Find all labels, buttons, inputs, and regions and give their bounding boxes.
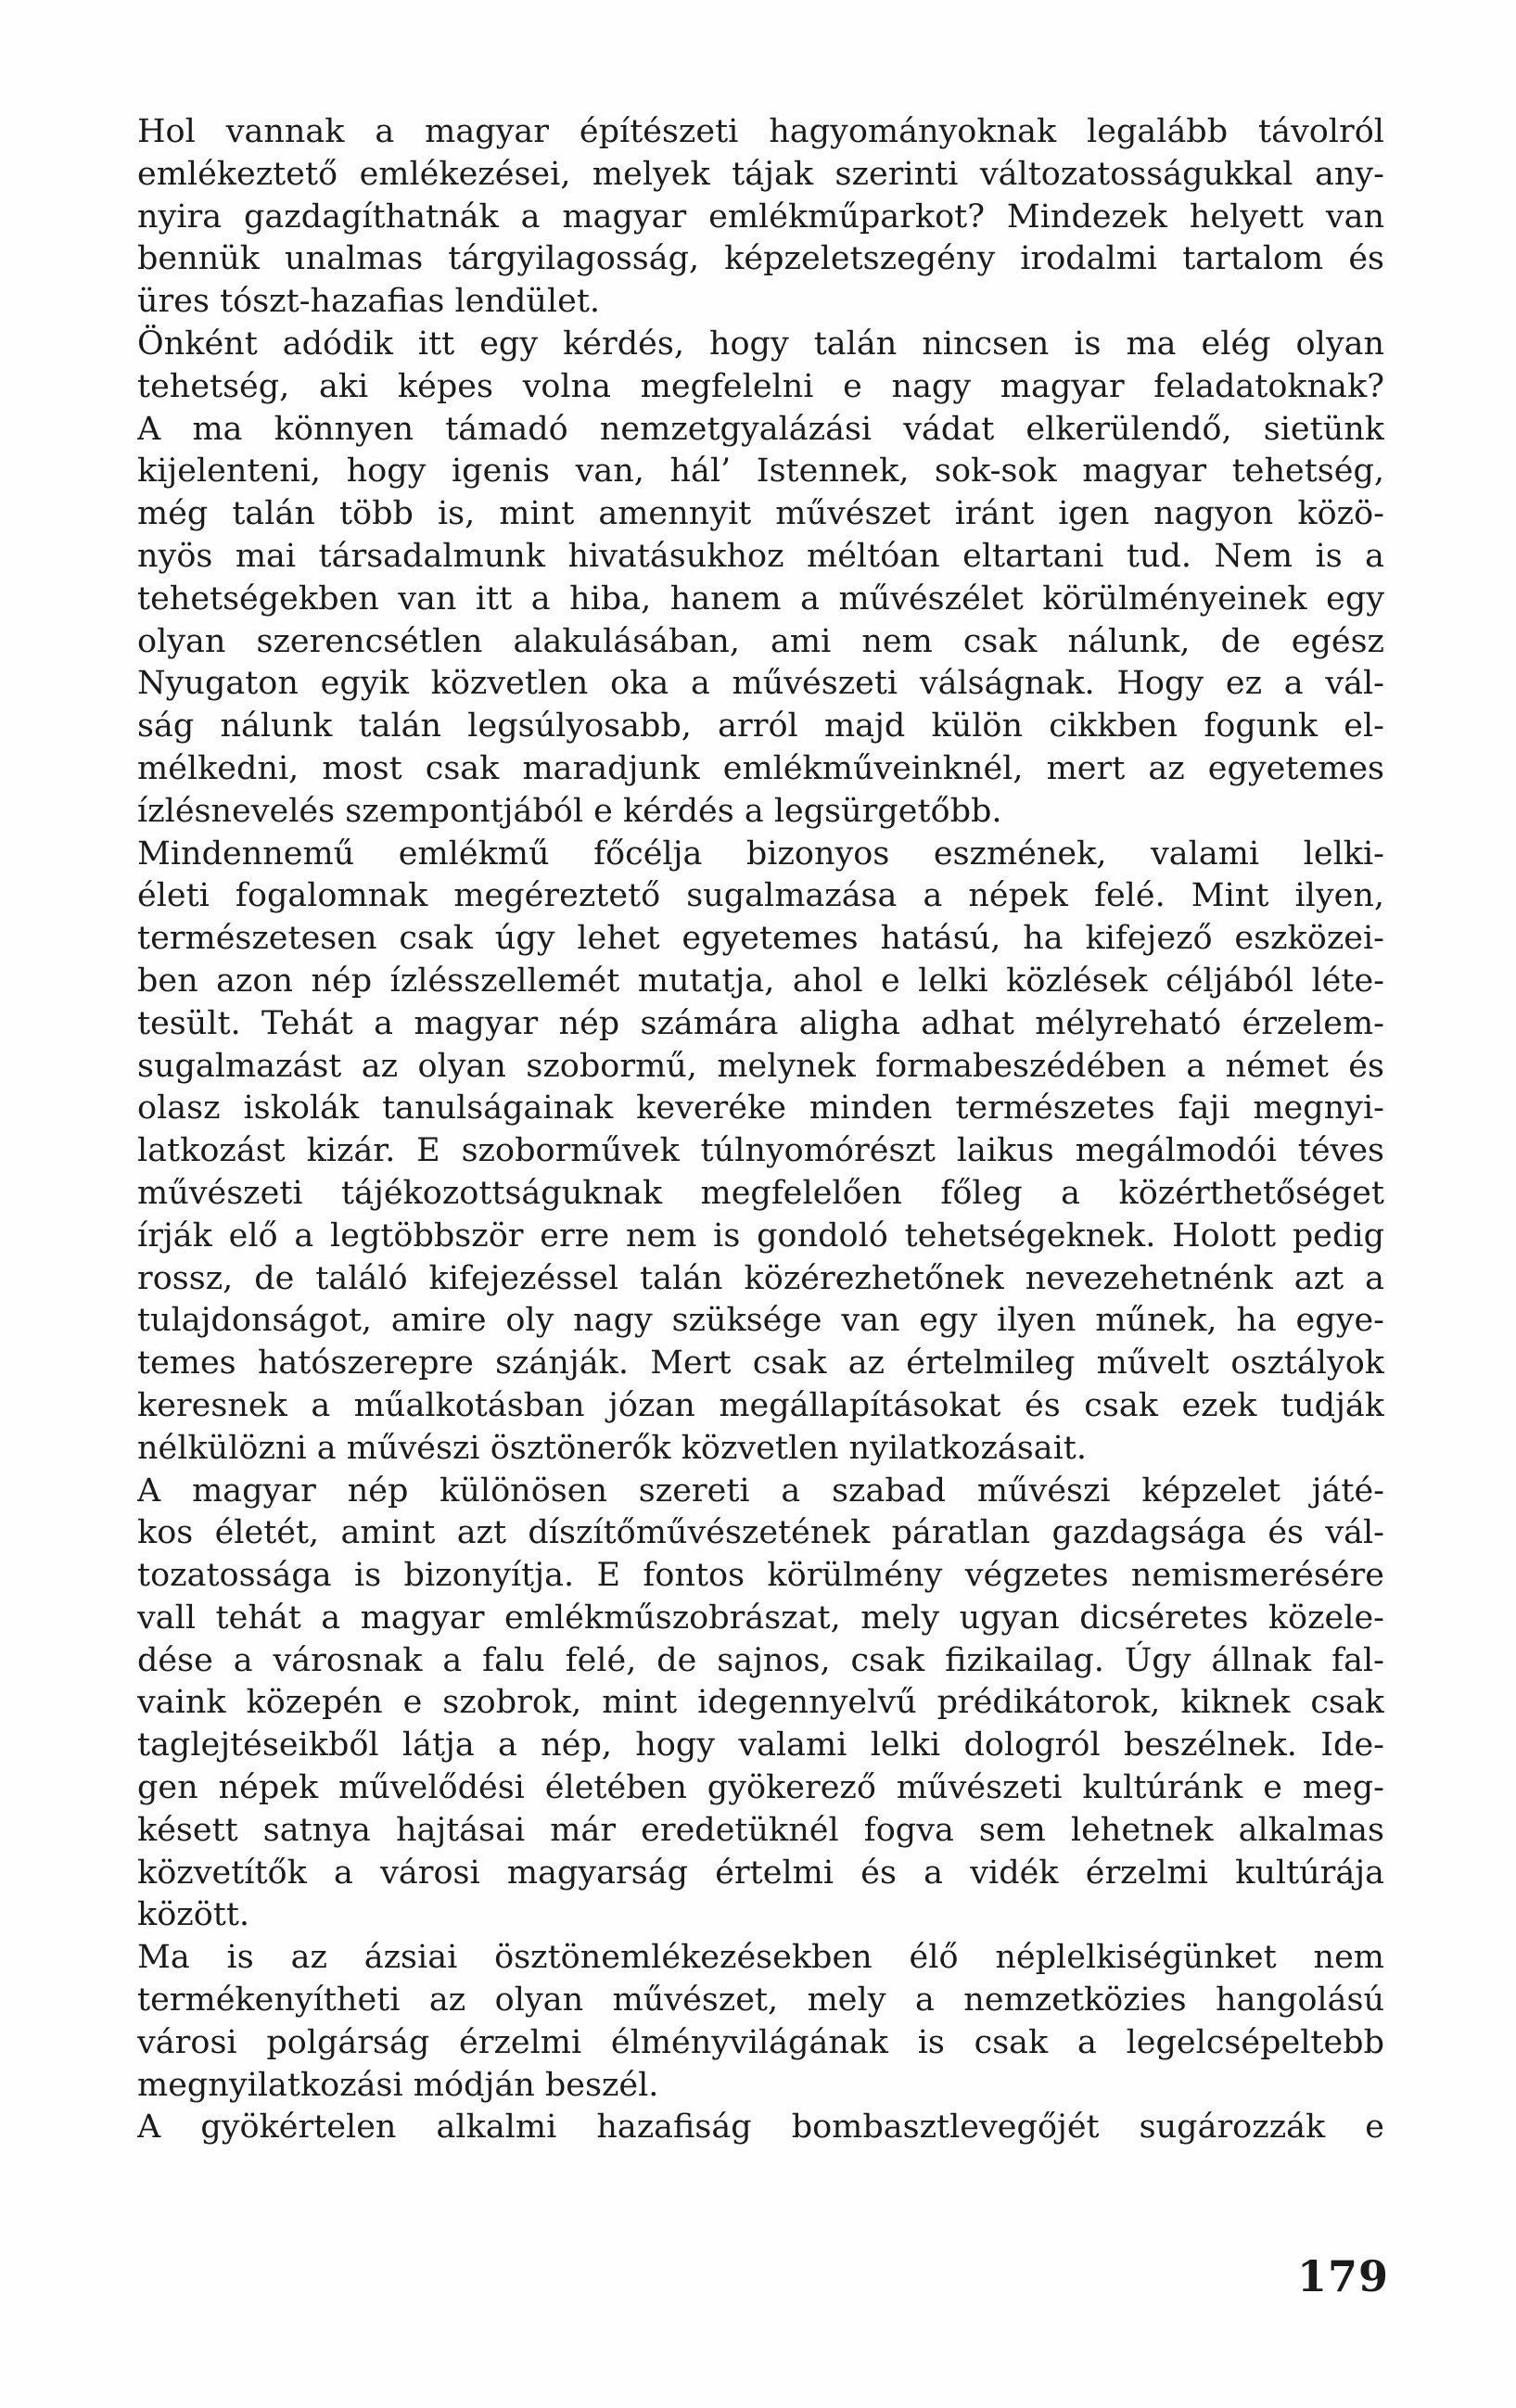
text-line: kijelenteni, hogy igenis van, hál’ Istennek, sok-sok magyar tehetség, — [137, 452, 1384, 491]
text-line: olyan szerencsétlen alakulásában, ami nem csak nálunk, de egész — [137, 622, 1384, 660]
text-line: tesült. Tehát a magyar nép számára aligha adhat mélyreható érzelem- — [137, 1004, 1384, 1042]
text-line: olasz iskolák tanulságainak keveréke minden természetes faji megnyi- — [137, 1089, 1384, 1128]
text-line: rossz, de találó kifejezéssel talán közérezhetőnek nevezehetnénk azt a — [137, 1259, 1384, 1297]
text-line: ság nálunk talán legsúlyosabb, arról majd külön cikkben fogunk el- — [137, 707, 1384, 745]
body-text — [137, 111, 1384, 2149]
text-line: közvetítők a városi magyarság értelmi és a vidék érzelmi kultúrája — [137, 1854, 1384, 1892]
text-line: nyira gazdagíthatnák a magyar emlékműparkot? Mindezek helyett van — [137, 197, 1384, 236]
text-line: ízlésnevelés szempontjából e kérdés a legsürgetőbb. — [137, 792, 1002, 830]
text-line: A gyökértelen alkalmi hazafiság bombasztlevegőjét sugározzák e — [137, 2109, 1384, 2147]
text-line: városi polgárság érzelmi élményvilágának is csak a legelcsépeltebb — [137, 2023, 1384, 2061]
text-line: nyös mai társadalmunk hivatásukhoz méltóan eltartani tud. Nem is a — [137, 537, 1384, 575]
text-line: Hol vannak a magyar építészeti hagyományoknak legalább távolról — [137, 113, 1384, 150]
text-line: életi fogalomnak megéreztető sugalmazása a népek felé. Mint ilyen, — [137, 877, 1384, 915]
text-line: Nyugaton egyik közvetlen oka a művészeti válságnak. Hogy ez a vál- — [137, 665, 1384, 703]
text-line: Mindennemű emlékmű főcélja bizonyos eszmének, valami lelki- — [137, 835, 1384, 873]
text-line: dése a városnak a falu felé, de sajnos, csak fizikailag. Úgy állnak fal- — [137, 1641, 1384, 1679]
text-line: üres tószt-hazafias lendület. — [137, 283, 601, 321]
text-line: tulajdonságot, amire oly nagy szüksége van egy ilyen műnek, ha egye- — [137, 1302, 1384, 1340]
text-line: emlékeztető emlékezései, melyek tájak szerinti változatosságukkal any- — [137, 155, 1384, 193]
text-line: vaink közepén e szobrok, mint idegennyelvű prédikátorok, kiknek csak — [137, 1684, 1384, 1722]
text-line: nélkülözni a művészi ösztönerők közvetlen nyilatkozásait. — [137, 1429, 1087, 1467]
text-line: ben azon nép ízlésszellemét mutatja, ahol e lelki közlések céljából léte- — [137, 962, 1384, 1000]
text-line: tehetség, aki képes volna megfelelni e nagy magyar feladatoknak? — [137, 367, 1384, 405]
page-number: 179 — [1296, 2251, 1389, 2301]
text-line: taglejtéseikből látja a nép, hogy valami lelki dologról beszélnek. Ide- — [137, 1726, 1384, 1765]
text-line: temes hatószerepre szánják. Mert csak az értelmileg művelt osztályok — [137, 1344, 1384, 1382]
text-line: latkozást kizár. E szoborművek túlnyomórészt laikus megálmodói téves — [137, 1132, 1384, 1170]
text-line: tehetségekben van itt a hiba, hanem a művészélet körülményeinek egy — [137, 580, 1384, 618]
text-line: írják elő a legtöbbször erre nem is gondoló tehetségeknek. Holott pedig — [137, 1217, 1384, 1255]
text-line: tozatossága is bizonyítja. E fontos körülmény végzetes nemismerésére — [137, 1557, 1384, 1595]
text-line: természetesen csak úgy lehet egyetemes hatású, ha kifejező eszközei- — [137, 920, 1384, 958]
text-line: Önként adódik itt egy kérdés, hogy talán nincsen is ma elég olyan — [137, 325, 1384, 363]
text-line: megnyilatkozási módján beszél. — [137, 2066, 659, 2104]
text-line: késett satnya hajtásai már eredetüknél fogva sem lehetnek alkalmas — [137, 1811, 1384, 1849]
text-line: bennük unalmas tárgyilagosság, képzeletszegény irodalmi tartalom és — [137, 240, 1384, 278]
text-line: termékenyítheti az olyan művészet, mely a nemzetközies hangolású — [137, 1981, 1384, 2019]
text-line: kos életét, amint azt díszítőművészetének páratlan gazdagsága és vál- — [137, 1514, 1384, 1552]
text-line: gen népek művelődési életében gyökerező művészeti kultúránk e meg- — [137, 1769, 1384, 1807]
text-line: művészeti tájékozottságuknak megfelelően főleg a közérthetőséget — [137, 1174, 1384, 1212]
text-line: sugalmazást az olyan szobormű, melynek formabeszédében a német és — [137, 1047, 1384, 1085]
text-line: vall tehát a magyar emlékműszobrászat, mely ugyan dicséretes közele- — [137, 1599, 1384, 1637]
text-line: A magyar nép különösen szereti a szabad művészi képzelet játé- — [137, 1472, 1384, 1510]
text-line: mélkedni, most csak maradjunk emlékműveinknél, mert az egyetemes — [137, 749, 1384, 787]
text-line: Ma is az ázsiai ösztönemlékezésekben élő néplelkiségünket nem — [137, 1939, 1384, 1977]
text-line: A ma könnyen támadó nemzetgyalázási vádat elkerülendő, sietünk — [137, 410, 1384, 448]
text-line: között. — [137, 1896, 250, 1934]
text-line: keresnek a műalkotásban józan megállapításokat és csak ezek tudják — [137, 1386, 1384, 1424]
text-line: még talán több is, mint amennyit művészet iránt igen nagyon közö- — [137, 495, 1384, 533]
